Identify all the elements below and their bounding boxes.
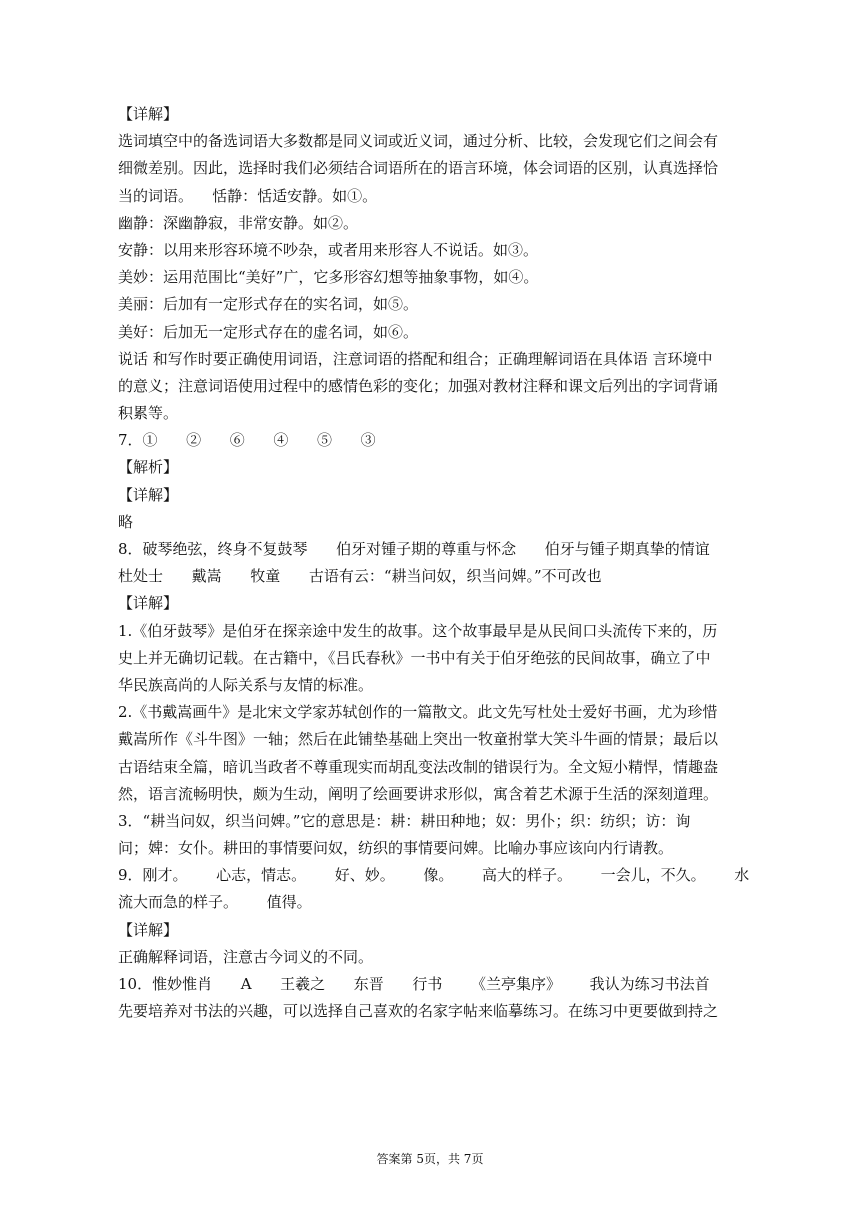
text-line: 正确解释词语，注意古今词义的不同。 [118, 947, 374, 966]
text-line: 【详解】 [118, 485, 179, 504]
text-line: 3．“耕当问奴，织当问婢。”它的意思是：耕：耕田种地；奴：男仆；织：纺织；访：询 [118, 811, 691, 830]
text-line: 细微差别。因此，选择时我们必须结合词语所在的语言环境，体会词语的区别，认真选择恰 [118, 159, 719, 178]
text-line: 安静：以用来形容环境不吵杂，或者用来形容人不说话。如③。 [118, 240, 539, 259]
text-line: 略 [118, 512, 134, 531]
text-line: 杜处士 戴嵩 牧童 古语有云：“耕当问奴，织当问婢。”不可改也 [118, 567, 602, 586]
text-line: 7．① ② ⑥ ④ ⑤ ③ [118, 431, 376, 450]
page-content [118, 101, 750, 1025]
text-line: 幽静：深幽静寂，非常安静。如②。 [118, 213, 359, 232]
text-line: 然，语言流畅明快，颇为生动，阐明了绘画要讲求形似，寓含着艺术源于生活的深刻道理。 [118, 784, 719, 803]
text-line: 2.《书戴嵩画牛》是北宋文学家苏轼创作的一篇散文。此文先写杜处士爱好书画，尤为珍惜 [118, 703, 718, 722]
text-line: 【详解】 [118, 105, 179, 123]
text-line: 先要培养对书法的兴趣，可以选择自己喜欢的名家字帖来临摹练习。在练习中更要做到持之 [118, 1002, 719, 1021]
text-line: 史上并无确切记载。在古籍中，《吕氏春秋》一书中有关于伯牙绝弦的民间故事，确立了中 [118, 648, 711, 667]
page-footer: 答案第 5页，共 7页 [376, 1152, 484, 1166]
text-line: 戴嵩所作《斗牛图》一轴；然后在此铺垫基础上突出一牧童拊掌大笑斗牛画的情景；最后以 [118, 730, 719, 749]
text-line: 美妙：运用范围比“美好”广，它多形容幻想等抽象事物，如④。 [118, 268, 539, 287]
text-line: 当的词语。 恬静：恬适安静。如①。 [118, 186, 378, 205]
text-line: 古语结束全篇，暗讥当政者不尊重现实而胡乱变法改制的错误行为。全文短小精悍，情趣盎 [118, 757, 719, 776]
text-line: 的意义；注意词语使用过程中的感情色彩的变化；加强对教材注释和课文后列出的字词背诵 [118, 376, 719, 395]
text-line: 积累等。 [118, 404, 179, 423]
text-line: 问；婢：女仆。耕田的事情要问奴，纺织的事情要问婢。比喻办事应该向内行请教。 [118, 839, 674, 858]
text-line: 10．惟妙惟肖 A 王羲之 东晋 行书 《兰亭集序》 我认为练习书法首 [118, 975, 710, 993]
text-line: 1.《伯牙鼓琴》是伯牙在探亲途中发生的故事。这个故事最早是从民间口头流传下来的，历 [118, 621, 718, 640]
text-line: 9．刚才。 心志，情志。 好、妙。 像。 高大的样子。 一会儿，不久。 水 [118, 866, 750, 885]
text-line: 选词填空中的备选词语大多数都是同义词或近义词，通过分析、比较，会发现它们之间会有 [118, 132, 719, 151]
text-line: 【详解】 [118, 594, 179, 613]
text-line: 【详解】 [118, 920, 179, 939]
text-line: 流大而急的样子。 值得。 [118, 893, 312, 912]
text-line: 华民族高尚的人际关系与友情的标准。 [118, 675, 374, 694]
text-line: 8．破琴绝弦，终身不复鼓琴 伯牙对锺子期的尊重与怀念 伯牙与锺子期真挚的情谊 [118, 540, 710, 558]
text-line: 说话 和写作时要正确使用词语，注意词语的搭配和组合；正确理解词语在具体语 言环境中 [118, 349, 713, 368]
text-line: 美好：后加无一定形式存在的虚名词，如⑥。 [118, 322, 419, 341]
text-line: 【解析】 [118, 458, 179, 477]
text-line: 美丽：后加有一定形式存在的实名词，如⑤。 [118, 295, 419, 314]
